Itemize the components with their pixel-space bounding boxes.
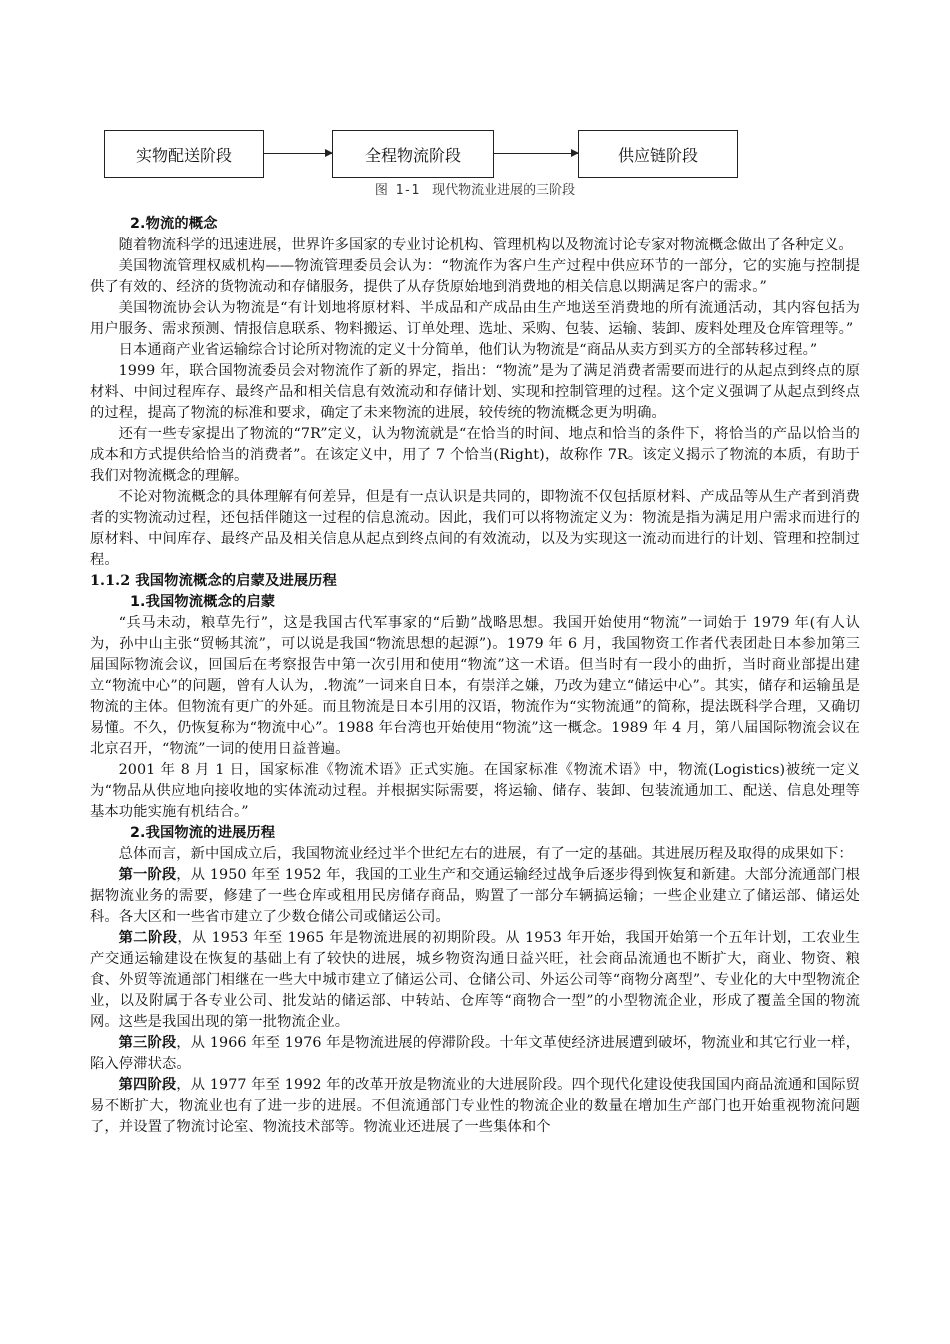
paragraph: 还有一些专家提出了物流的“7R”定义，认为物流就是“在恰当的时间、地点和恰当的条件下，将恰当的产品以恰当的成本和方式提供给恰当的消费者”。在该定义中，用了 7 个恰当(Right)，故称作 7R。该定义揭示了物流的本质，有助于我们对物流概念的理解。 — [90, 426, 860, 484]
stage-label: 第三阶段 — [118, 1035, 177, 1051]
flow-arrow-1 — [264, 153, 332, 154]
flow-arrow-2 — [494, 153, 578, 154]
section-heading-concept: 2.物流的概念 — [130, 216, 218, 232]
stage-text: ，从 1966 年至 1976 年是物流进展的停滞阶段。十年文革使经济进展遭到破坏，物流业和其它行业一样，陷入停滞状态。 — [90, 1035, 860, 1072]
flow-box-2-label: 全程物流阶段 — [364, 145, 461, 165]
chapter-heading — [90, 571, 860, 592]
paragraph: 美国物流协会认为物流是“有计划地将原材料、半成品和产成品由生产地送至消费地的所有流通活动，其内容包括为用户服务、需求预测、情报信息联系、物料搬运、订单处理、选址、采购、包装、运输、装卸、废料处理及仓库管理等。” — [90, 300, 860, 337]
paragraph: 日本通商产业省运输综合讨论所对物流的定义十分简单，他们认为物流是“商品从卖方到买方的全部转移过程。” — [118, 342, 818, 358]
stage-text: ，从 1977 年至 1992 年的改革开放是物流业的大进展阶段。四个现代化建设使我国国内商品流通和国际贸易不断扩大，物流业也有了进一步的进展。不但流通部门专业性的物流企业的数量在增加生产部门也开始重视物流问题了，并设置了物流讨论室、物流技术部等。物流业还进展了一些集体和个 — [90, 1077, 860, 1135]
flow-box-3 — [578, 130, 738, 178]
paragraph: 随着物流科学的迅速进展，世界许多国家的专业讨论机构、管理机构以及物流讨论专家对物流概念做出了各种定义。 — [118, 237, 853, 253]
flow-box-2 — [332, 130, 494, 178]
flow-box-1 — [104, 130, 264, 178]
section-heading-enlightenment: 1.我国物流概念的启蒙 — [130, 594, 276, 610]
stage-label: 第四阶段 — [118, 1077, 177, 1093]
paragraph: 不论对物流概念的具体理解有何差异，但是有一点认识是共同的，即物流不仅包括原材料、产成品等从生产者到消费者的实物流动过程，还包括伴随这一过程的信息流动。因此，我们可以将物流定义为：物流是指为满足用户需求而进行的原材料、中间库存、最终产品及相关信息从起点到终点间的有效流动，以及为实现这一流动而进行的计划、管理和控制过程。 — [90, 489, 860, 568]
paragraph: “兵马未动，粮草先行”，这是我国古代军事家的“后勤”战略思想。我国开始使用“物流”一词始于 1979 年(有人认为，孙中山主张“贸畅其流”，可以说是我国“物流思想的起源”)。1979 年 6 月，我国物资工作者代表团赴日本参加第三届国际物流会议，回国后在考察报告中第一次引用和使用“物流”这一术语。但当时有一段小的曲折，当时商业部提出建立“物流中心”的问题，曾有人认为，.物流”一词来自日本，有崇洋之嫌，乃改为建立“储运中心”。其实，储存和运输虽是物流的主体。但物流有更广的外延。而且物流是日本引用的汉语，物流作为“实物流通”的简称，提法既科学合理，又确切易懂。不久，仍恢复称为“物流中心”。1988 年台湾也开始使用“物流”这一概念。1989 年 4 月，第八届国际物流会议在北京召开，“物流”一词的使用日益普遍。 — [90, 615, 860, 757]
stage-label: 第一阶段 — [118, 867, 177, 883]
stage-text: ，从 1950 年至 1952 年，我国的工业生产和交通运输经过战争后逐步得到恢复和新建。大部分流通部门根据物流业务的需要，修建了一些仓库或租用民房储存商品，购置了一部分车辆搞运输；一些企业建立了储运部、储运处科。各大区和一些省市建立了少数仓储公司或储运公司。 — [90, 867, 860, 925]
paragraph: 美国物流管理权威机构——物流管理委员会认为：“物流作为客户生产过程中供应环节的一部分，它的实施与控制提供了有效的、经济的货物流动和存储服务，提供了从存货原始地到消费地的相关信息以期满足客户的需求。” — [90, 258, 860, 295]
stage-paragraph — [90, 865, 860, 928]
section-heading-history: 2.我国物流的进展历程 — [130, 825, 276, 841]
stage-paragraph — [90, 1075, 860, 1138]
paragraph: 1999 年，联合国物流委员会对物流作了新的界定，指出：“物流”是为了满足消费者需要而进行的从起点到终点的原材料、中间过程库存、最终产品和相关信息有效流动和存储计划、实现和控制管理的过程。这个定义强调了从起点到终点的过程，提高了物流的标准和要求，确定了未来物流的进展，较传统的物流概念更为明确。 — [90, 363, 860, 421]
stage-label: 第二阶段 — [118, 930, 178, 946]
document-body — [90, 214, 860, 1138]
chapter-heading-part1: 1.1.2 我国物流概 — [90, 573, 208, 589]
flow-box-1-label: 实物配送阶段 — [135, 145, 232, 165]
stage-paragraph — [90, 928, 860, 1033]
figure-caption: 图 1-1 现代物流业进展的三阶段 — [374, 183, 576, 198]
flow-box-3-label: 供应链阶段 — [617, 145, 698, 165]
chapter-heading-part2: 念的启蒙及进展历程 — [207, 573, 337, 589]
stage-text: ，从 1953 年至 1965 年是物流进展的初期阶段。从 1953 年开始，我国开始第一个五年计划，工农业生产交通运输建设在恢复的基础上有了较快的进展，城乡物资沟通日益兴旺，社会商品流通也不断扩大，商业、物资、粮食、外贸等流通部门相继在一些大中城市建立了储运公司、仓储公司、外运公司等“商物分离型”、专业化的大中型物流企业，以及附属于各专业公司、批发站的储运部、中转站、仓库等“商物合一型”的小型物流企业，形成了覆盖全国的物流网。这些是我国出现的第一批物流企业。 — [90, 930, 860, 1030]
paragraph: 总体而言，新中国成立后，我国物流业经过半个世纪左右的进展，有了一定的基础。其进展历程及取得的成果如下： — [118, 846, 853, 862]
stage-paragraph — [90, 1033, 860, 1075]
paragraph: 2001 年 8 月 1 日，国家标准《物流术语》正式实施。在国家标准《物流术语》中，物流(Logistics)被统一定义为“物品从供应地向接收地的实体流动过程。并根据实际需要，将运输、储存、装卸、包装流通加工、配送、信息处理等基本功能实施有机结合。” — [90, 762, 860, 820]
